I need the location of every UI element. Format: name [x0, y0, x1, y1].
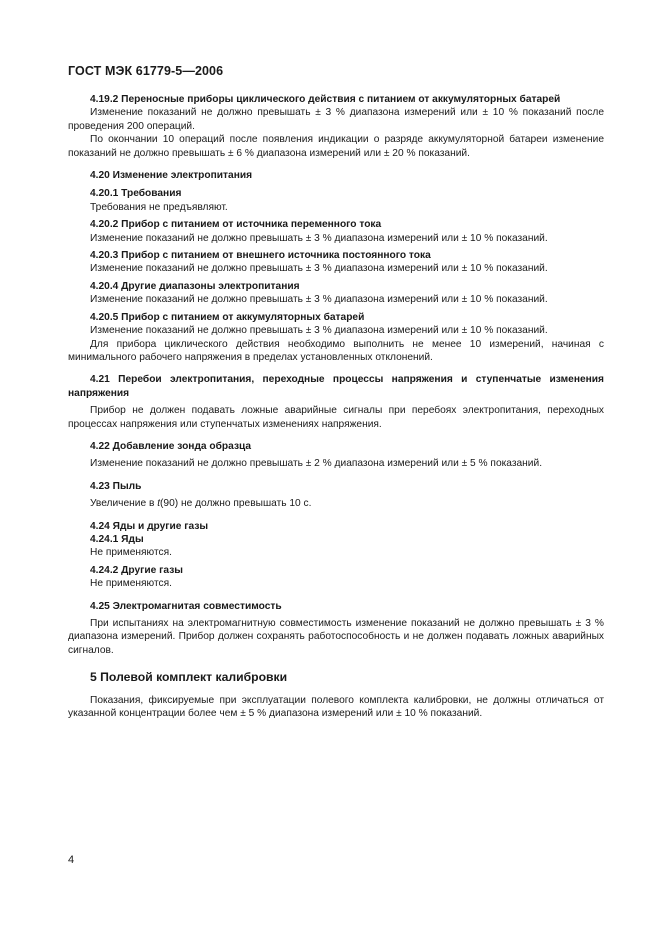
- section-heading-4-22: 4.22 Добавление зонда образца: [90, 440, 252, 452]
- section-heading-4-25: 4.25 Электромагнитая совместимость: [90, 600, 282, 612]
- paragraph: Изменение показаний не должно превышать ± 2 % диапазона измерений или ± 5 % показаний.: [90, 458, 543, 470]
- paragraph: При испытаниях на электромагнитную совместимость изменение показаний не должно превышать ± 3 % диапазона измерений. Прибор должен сохранять работоспособность и не должен подавать ложных аварийных сигналов.: [68, 618, 604, 656]
- paragraph: Прибор не должен подавать ложные аварийные сигналы при перебоях электропитания, переходных процессах напряжения или ступенчатых изменениях напряжения.: [68, 405, 604, 430]
- document-body: [68, 93, 604, 720]
- paragraph: Изменение показаний не должно превышать ± 3 % диапазона измерений или ± 10 % показаний.: [90, 232, 548, 244]
- paragraph: Изменение показаний не должно превышать ± 3 % диапазона измерений или ± 10 % показаний.: [90, 294, 548, 306]
- paragraph: Изменение показаний не должно превышать ± 3 % диапазона измерений или ± 10 % показаний.: [90, 263, 548, 275]
- paragraph: [68, 497, 604, 510]
- text-run-italic: t: [157, 498, 161, 510]
- paragraph: Изменение показаний не должно превышать ± 3 % диапазона измерений или ± 10 % показаний.: [90, 325, 548, 337]
- section-heading-4-20-4: 4.20.4 Другие диапазоны электропитания: [90, 280, 300, 292]
- page-number: 4: [68, 854, 75, 866]
- document-header: ГОСТ МЭК 61779-5—2006: [68, 64, 224, 78]
- section-heading-4-19-2: 4.19.2 Переносные приборы циклического действия с питанием от аккумуляторных батарей: [90, 94, 561, 105]
- section-heading-4-20-1: 4.20.1 Требования: [90, 188, 182, 200]
- paragraph: Для прибора циклического действия необходимо выполнить не менее 10 измерений, начиная с минимального рабочего напряжения в пределах установленных отклонений.: [68, 338, 604, 363]
- paragraph: Не применяются.: [90, 547, 172, 559]
- paragraph: Не применяются.: [90, 578, 172, 590]
- section-heading-4-24-1: 4.24.1 Яды: [90, 533, 144, 545]
- section-heading-4-20: 4.20 Изменение электропитания: [90, 170, 253, 182]
- section-heading-4-24: 4.24 Яды и другие газы: [90, 520, 209, 532]
- text-run: (90) не должно превышать 10 с.: [160, 498, 312, 510]
- paragraph: Показания, фиксируемые при эксплуатации полевого комплекта калибровки, не должны отличаться от указанной концентрации более чем ± 5 % диапазона измерений или ± 10 % показаний.: [68, 694, 604, 720]
- paragraph: Изменение показаний не должно превышать ± 3 % диапазона измерений или ± 10 % показаний после проведения 200 операций.: [68, 107, 604, 132]
- section-heading-4-20-3: 4.20.3 Прибор с питанием от внешнего источника постоянного тока: [90, 250, 431, 262]
- text-run: Увеличение в: [90, 498, 158, 510]
- section-heading-4-20-5: 4.20.5 Прибор с питанием от аккумуляторных батарей: [90, 311, 365, 323]
- section-heading-5: 5 Полевой комплект калибровки: [90, 670, 288, 685]
- section-heading-4-20-2: 4.20.2 Прибор с питанием от источника переменного тока: [90, 219, 382, 231]
- paragraph: Требования не предъявляют.: [90, 201, 228, 213]
- section-heading-4-23: 4.23 Пыль: [90, 480, 142, 492]
- section-heading-4-24-2: 4.24.2 Другие газы: [90, 564, 183, 576]
- section-heading-4-21: 4.21 Перебои электропитания, переходные процессы напряжения и ступенчатые изменения напряжения: [68, 374, 604, 399]
- paragraph: По окончании 10 операций после появления индикации о разряде аккумуляторной батареи изменение показаний не должно превышать ± 6 % диапазона измерений или ± 20 % показаний.: [68, 134, 604, 159]
